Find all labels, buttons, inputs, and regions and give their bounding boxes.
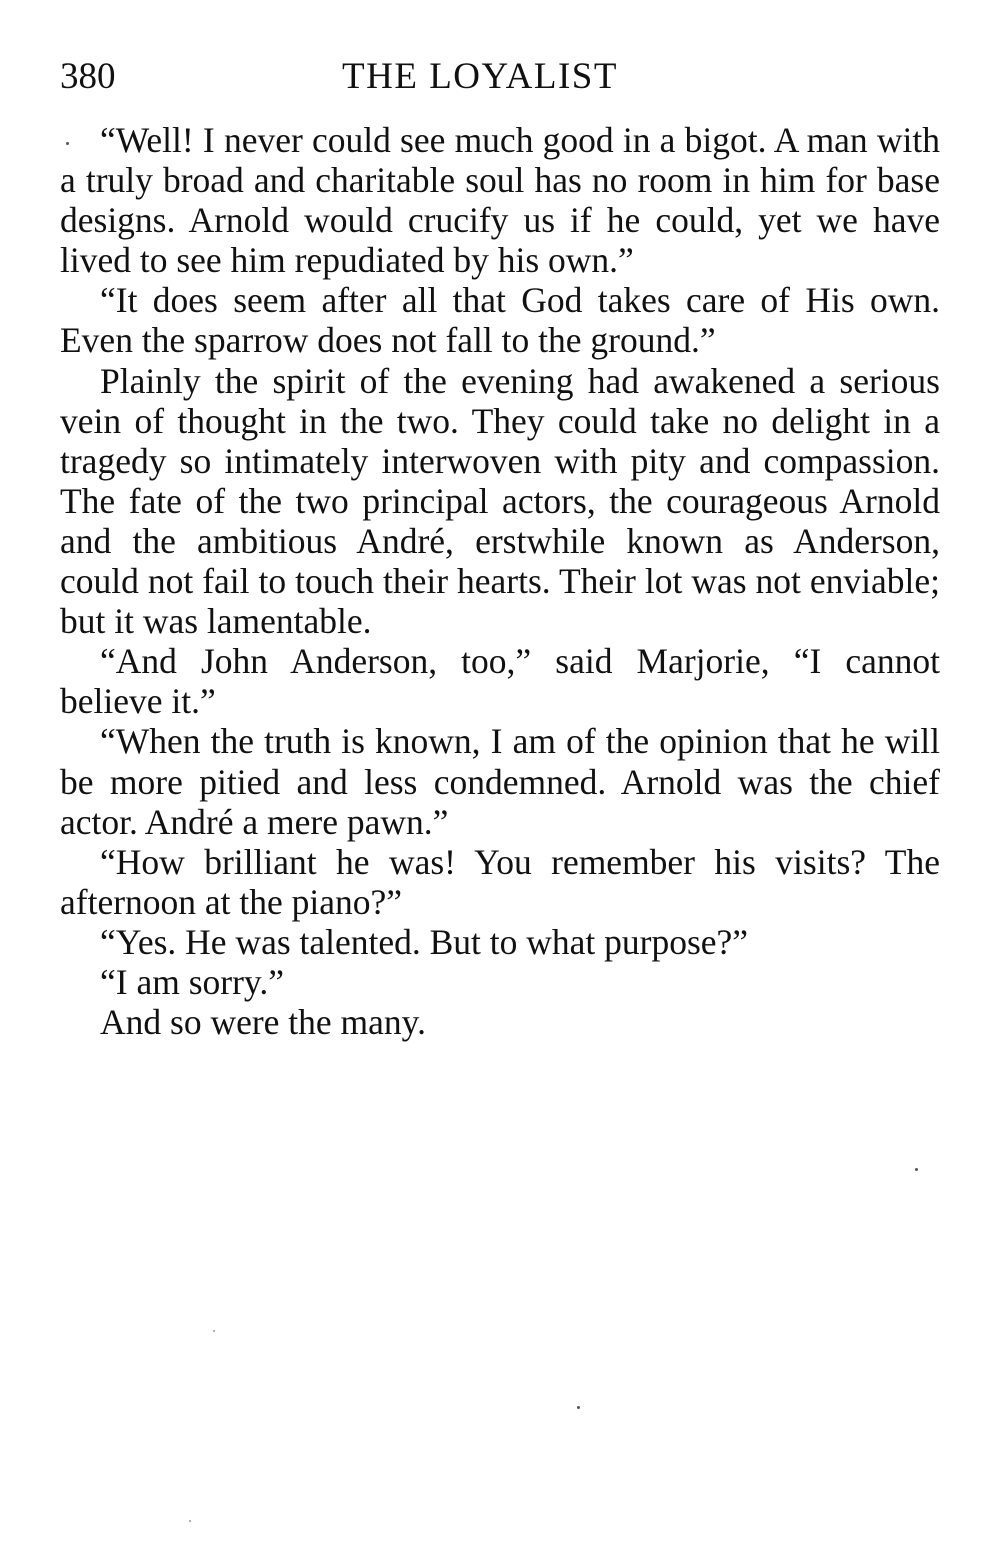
- scan-speck: [66, 142, 69, 145]
- paragraph-well-bigot: “Well! I never could see much good in a bigot. A man with a truly broad and charitable soul has no room in him for base designs. Arnold would crucify us if he could, yet we have lived to see him repudiated by his own.”: [60, 120, 940, 281]
- paragraph-spirit-of-evening: Plainly the spirit of the evening had awakened a serious vein of thought in the two. They could take no delight in a tragedy so intimately interwoven with pity and compassion. The fate of the two principal actors, the courageous Arnold and the ambitious André, erstwhile known as Anderson, could not fail to touch their hearts. Their lot was not enviable; but it was lamentable.: [60, 360, 940, 642]
- page-number: 380: [60, 56, 116, 97]
- scan-speck: [577, 1406, 580, 1409]
- paragraph-he-was-talented: “Yes. He was talented. But to what purpose?”: [100, 921, 749, 962]
- body-text: [60, 120, 940, 1042]
- scan-speck: [915, 1168, 918, 1171]
- paragraph-john-anderson: “And John Anderson, too,” said Marjorie, “I cannot believe it.”: [60, 641, 940, 722]
- paragraph-truth-is-known: “When the truth is known, I am of the opinion that he will be more pitied and less condemned. Arnold was the chief actor. André a mere pawn.”: [60, 721, 940, 842]
- running-title: THE LOYALIST: [342, 56, 618, 97]
- running-head: [60, 52, 940, 102]
- paragraph-how-brilliant: “How brilliant he was! You remember his visits? The afternoon at the piano?”: [60, 841, 940, 922]
- paragraph-i-am-sorry: “I am sorry.”: [100, 961, 284, 1002]
- scan-speck: [189, 1520, 191, 1522]
- paragraph-so-were-the-many: And so were the many.: [100, 1002, 426, 1043]
- paragraph-god-takes-care: “It does seem after all that God takes care of His own. Even the sparrow does not fall to the ground.”: [60, 280, 940, 361]
- scan-speck: [213, 1330, 215, 1332]
